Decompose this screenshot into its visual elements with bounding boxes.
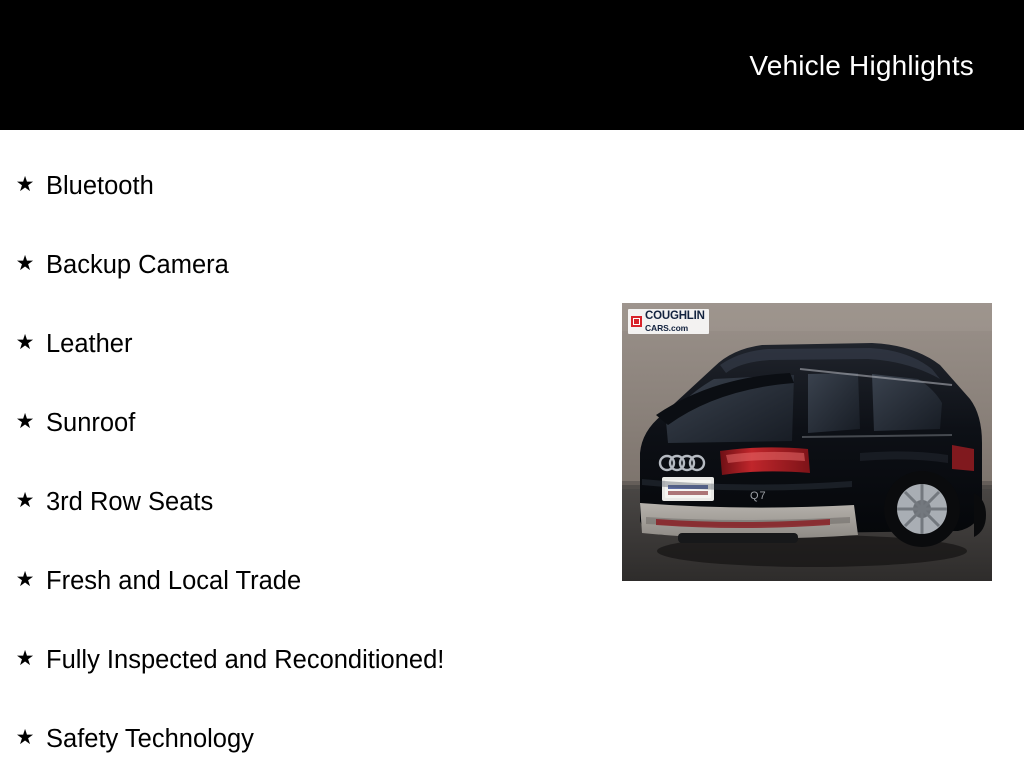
highlight-label: Leather <box>46 329 133 358</box>
star-icon: ★ <box>15 647 35 670</box>
svg-text:Q7: Q7 <box>750 490 767 502</box>
list-item <box>0 304 620 383</box>
star-icon: ★ <box>15 173 35 196</box>
highlight-label: Bluetooth <box>46 171 154 200</box>
highlight-label: Backup Camera <box>46 250 229 279</box>
list-item <box>0 383 620 462</box>
vehicle-photo-image <box>622 303 992 581</box>
highlight-label: Fresh and Local Trade <box>46 566 302 595</box>
highlight-label: 3rd Row Seats <box>46 487 214 516</box>
vehicle-highlights-list <box>0 146 620 768</box>
star-icon: ★ <box>15 489 35 512</box>
list-item <box>0 462 620 541</box>
vehicle-photo <box>622 303 992 581</box>
star-icon: ★ <box>15 252 35 275</box>
list-item <box>0 541 620 620</box>
highlight-label: Sunroof <box>46 408 136 437</box>
header-bar <box>0 0 1024 130</box>
list-item <box>0 699 620 768</box>
watermark-line-2: CARS.com <box>645 322 689 333</box>
list-item <box>0 620 620 699</box>
watermark-text <box>645 311 705 332</box>
list-item <box>0 146 620 225</box>
watermark-line-1: COUGHLIN <box>645 310 705 322</box>
star-icon: ★ <box>15 726 35 749</box>
star-icon: ★ <box>15 410 35 433</box>
page-title: Vehicle Highlights <box>749 50 974 81</box>
star-icon: ★ <box>15 568 35 591</box>
highlight-label: Fully Inspected and Reconditioned! <box>46 645 445 674</box>
coughlin-logo-icon <box>631 316 642 327</box>
star-icon: ★ <box>15 331 35 354</box>
highlight-label: Safety Technology <box>46 724 254 753</box>
list-item <box>0 225 620 304</box>
dealer-watermark <box>628 309 709 334</box>
